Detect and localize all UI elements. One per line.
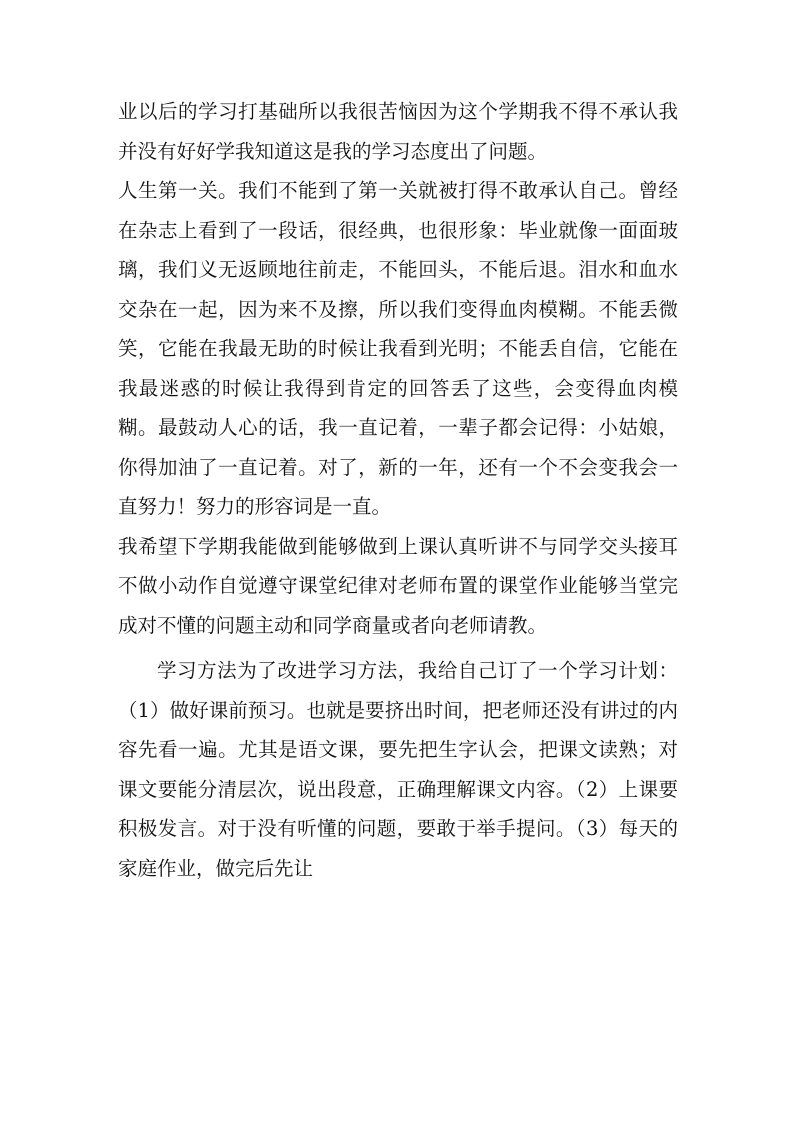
paragraph-1: 业以后的学习打基础所以我很苦恼因为这个学期我不得不承认我并没有好好学我知道这是我的学习态度出了问题。 — [118, 100, 678, 163]
document-body — [118, 92, 678, 888]
paragraph-3: 我希望下学期我能做到能够做到上课认真听讲不与同学交头接耳不做小动作自觉遵守课堂纪律对老师布置的课堂作业能够当堂完成对不懂的问题主动和同学商量或者向老师请教。 — [118, 534, 678, 637]
paragraph-2: 人生第一关。我们不能到了第一关就被打得不敢承认自己。曾经在杂志上看到了一段话，很经典，也很形象：毕业就像一面面玻璃，我们义无返顾地往前走，不能回头，不能后退。泪水和血水交杂在一起，因为来不及擦，所以我们变得血肉模糊。不能丢微笑，它能在我最无助的时候让我看到光明；不能丢自信，它能在我最迷惑的时候让我得到肯定的回答丢了这些，会变得血肉模糊。最鼓动人心的话，我一直记着，一辈子都会记得：小姑娘，你得加油了一直记着。对了，新的一年，还有一个不会变我会一直努力！努力的形容词是一直。 — [118, 179, 678, 518]
paragraph-4: 学习方法为了改进学习方法，我给自己订了一个学习计划：（1）做好课前预习。也就是要挤出时间，把老师还没有讲过的内容先看一遍。尤其是语文课，要先把生字认会，把课文读熟；对课文要能分清层次，说出段意，正确理解课文内容。（2）上课要积极发言。对于没有听懂的问题，要敢于举手提问。（3）每天的家庭作业，做完后先让 — [118, 659, 678, 880]
